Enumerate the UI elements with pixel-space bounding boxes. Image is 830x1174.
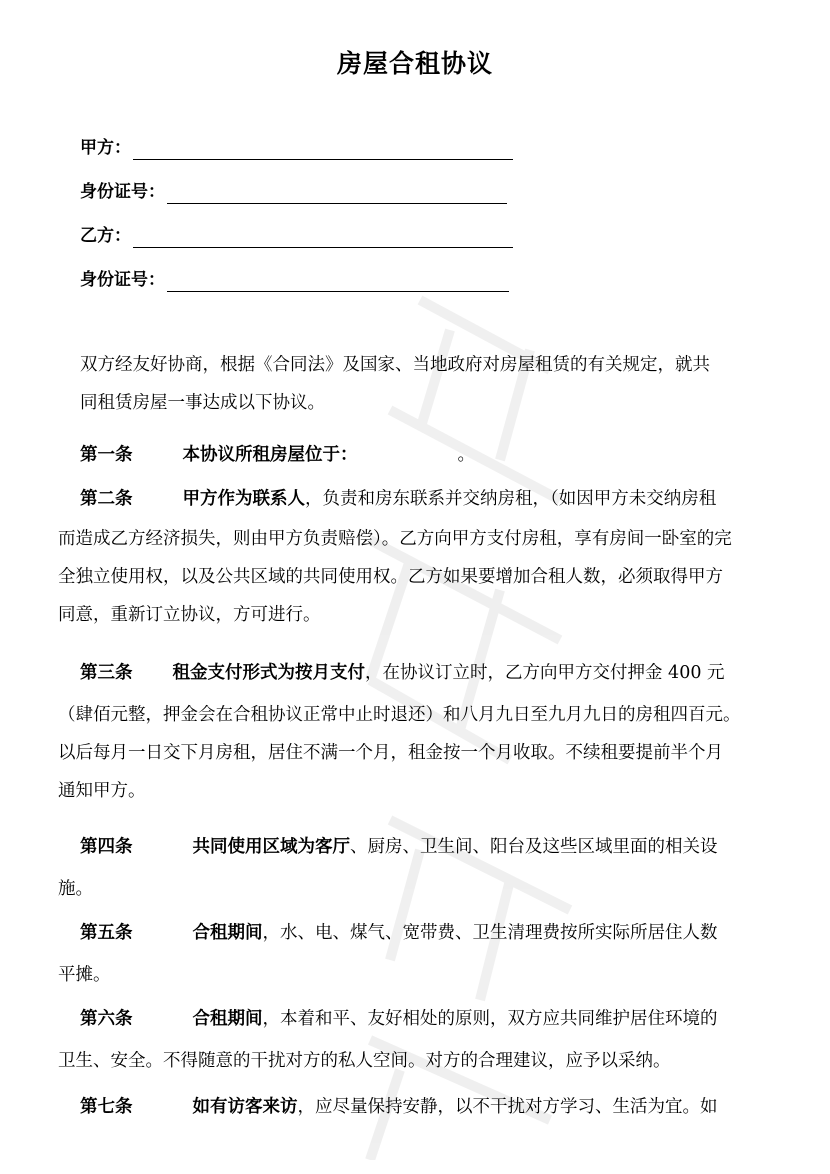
- clause-lead: 共同使用区域为客厅: [192, 837, 350, 857]
- clause-text: ，水、电、煤气、宽带费、卫生清理费按所实际所居住人数: [262, 923, 718, 943]
- clause-number: 第五条: [80, 923, 133, 943]
- party-b-id-field: [80, 268, 509, 292]
- clause-5-cont: [58, 956, 798, 994]
- clause-line: 施。: [58, 879, 93, 899]
- clause-text: 。: [457, 445, 475, 465]
- party-b-id-blank[interactable]: [167, 273, 509, 292]
- clause-line: 同意，重新订立协议，方可进行。: [58, 605, 321, 625]
- intro-line-2: 同租赁房屋一事达成以下协议。: [80, 393, 325, 413]
- clause-text: 、厨房、卫生间、阳台及这些区域里面的相关设: [350, 837, 718, 857]
- party-b-label: 乙方：: [80, 226, 131, 246]
- clause-lead: 如有访客来访: [192, 1097, 298, 1117]
- clause-line: 而造成乙方经济损失，则由甲方负责赔偿）。乙方向甲方支付房租，享有房间一卧室的完: [58, 529, 732, 549]
- clause-lead: 本协议所租房屋位于：: [182, 445, 358, 465]
- party-a-label: 甲方：: [80, 138, 131, 158]
- clause-lead: 合租期间: [192, 923, 263, 943]
- clause-2-cont: [58, 520, 798, 634]
- clause-number: 第七条: [80, 1097, 133, 1117]
- party-a-id-field: [80, 180, 507, 204]
- party-b-blank[interactable]: [133, 229, 513, 248]
- clause-number: 第一条: [80, 445, 133, 465]
- clause-number: 第四条: [80, 837, 133, 857]
- clause-7: [80, 1088, 792, 1126]
- clause-3-cont: [58, 696, 798, 810]
- clause-line: 平摊。: [58, 965, 111, 985]
- intro-paragraph: [80, 346, 792, 422]
- party-a-blank[interactable]: [133, 141, 513, 160]
- clause-number: 第三条: [80, 663, 133, 683]
- party-a-id-blank[interactable]: [167, 185, 507, 204]
- clause-text: ，负责和房东联系并交纳房租，（如因甲方未交纳房租: [305, 489, 717, 509]
- clause-line: 以后每月一日交下月房租，居住不满一个月，租金按一个月收取。不续租要提前半个月: [58, 743, 723, 763]
- clause-5: [80, 914, 792, 952]
- clause-4: [80, 828, 792, 866]
- clause-line: 全独立使用权，以及公共区域的共同使用权。乙方如果要增加合租人数，必须取得甲方: [58, 567, 723, 587]
- clause-text: ，在协议订立时，乙方向甲方交付押金 400 元: [365, 663, 725, 683]
- party-a-field: [80, 136, 513, 160]
- clause-line: （肆佰元整，押金会在合租协议正常中止时退还）和八月九日至九月九日的房租四百元。: [58, 705, 741, 725]
- intro-line-1: 双方经友好协商，根据《合同法》及国家、当地政府对房屋租赁的有关规定，就共: [80, 355, 710, 375]
- clause-4-cont: [58, 870, 798, 908]
- clause-text: ，应尽量保持安静，以不干扰对方学习、生活为宜。如: [297, 1097, 718, 1117]
- clause-number: 第六条: [80, 1009, 133, 1029]
- clause-3: [80, 654, 792, 692]
- clause-text: ，本着和平、友好相处的原则，双方应共同维护居住环境的: [262, 1009, 718, 1029]
- clause-number: 第二条: [80, 489, 133, 509]
- clause-lead: 甲方作为联系人: [182, 489, 305, 509]
- clause-6-cont: [58, 1042, 798, 1080]
- clause-1: [80, 436, 792, 474]
- clause-lead: 租金支付形式为按月支付: [172, 663, 365, 683]
- clause-6: [80, 1000, 792, 1038]
- party-a-id-label: 身份证号：: [80, 182, 165, 202]
- party-b-field: [80, 224, 513, 248]
- party-b-id-label: 身份证号：: [80, 270, 165, 290]
- clause-lead: 合租期间: [192, 1009, 263, 1029]
- document-title: 房屋合租协议: [336, 49, 493, 78]
- clause-2: [80, 480, 792, 518]
- clause-line: 卫生、安全。不得随意的干扰对方的私人空间。对方的合理建议，应予以采纳。: [58, 1051, 671, 1071]
- clause-line: 通知甲方。: [58, 781, 146, 801]
